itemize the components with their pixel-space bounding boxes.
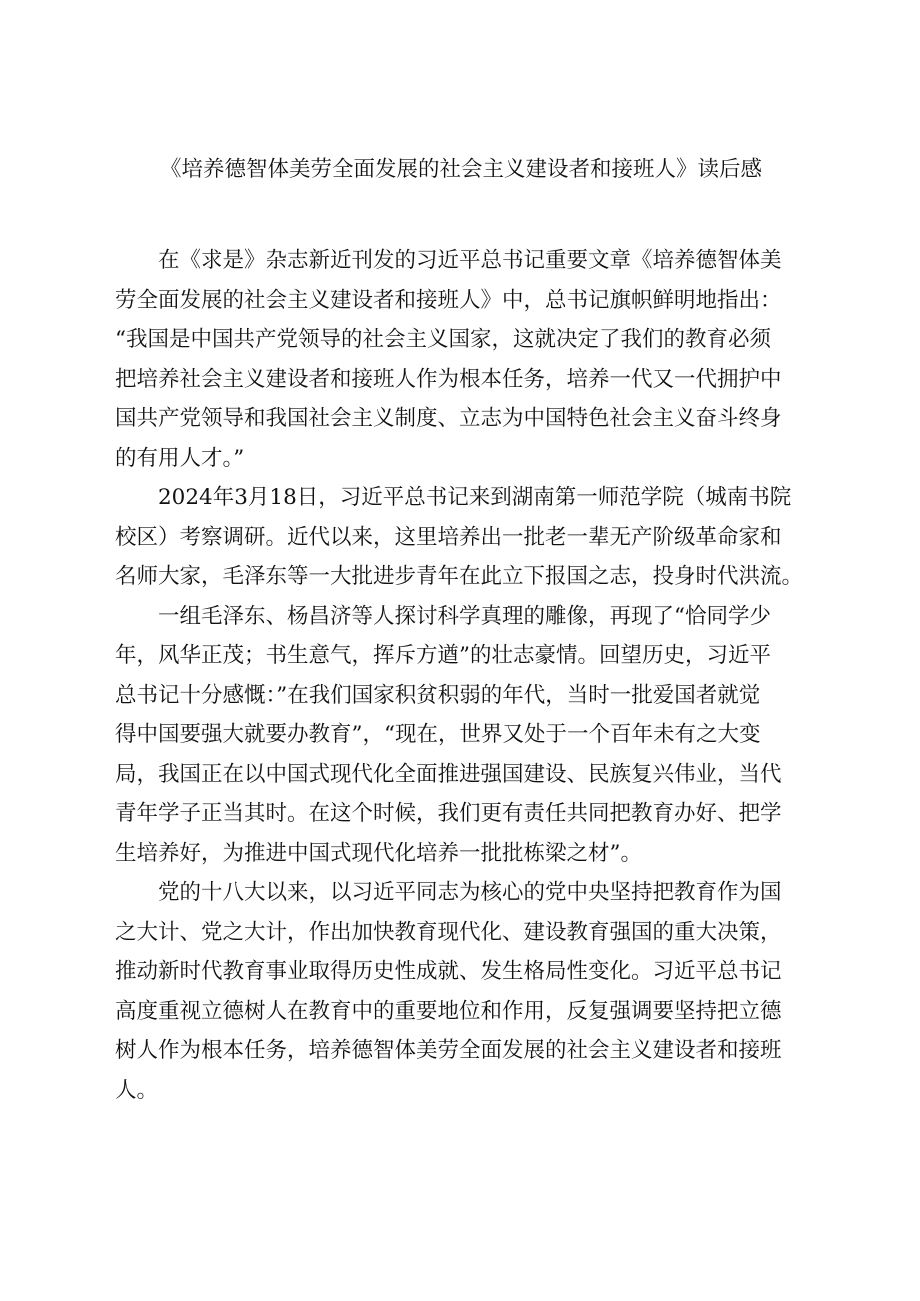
document-body <box>115 241 845 1110</box>
text-line: 国共产党领导和我国社会主义制度、立志为中国特色社会主义奋斗终身 <box>115 406 782 431</box>
paragraph-4 <box>115 873 845 1110</box>
text-line: “我国是中国共产党领导的社会主义国家，这就决定了我们的教育必须 <box>115 327 771 352</box>
document-title: 《培养德智体美劳全面发展的社会主义建设者和接班人》读后感 <box>160 157 763 182</box>
text-line: 的有用人才。” <box>115 445 245 471</box>
text-line: 把培养社会主义建设者和接班人作为根本任务，培养一代又一代拥护中 <box>115 366 782 392</box>
paragraph-3 <box>115 597 845 874</box>
text-line: 总书记十分感慨：”在我们国家积贫积弱的年代，当时一批爱国者就觉 <box>115 682 761 708</box>
paragraph-2 <box>115 478 845 597</box>
text-line: 年，风华正茂；书生意气，挥斥方遒”的壮志豪情。回望历史，习近平 <box>115 643 771 668</box>
text-line: 校区）考察调研。近代以来，这里培养出一批老一辈无产阶级革命家和 <box>115 524 782 550</box>
text-line: 名师大家，毛泽东等一大批进步青年在此立下报国之志，投身时代洪流。 <box>115 564 804 589</box>
text-line: 劳全面发展的社会主义建设者和接班人》中，总书记旗帜鲜明地指出： <box>115 287 782 313</box>
text-line: 青年学子正当其时。在这个时候，我们更有责任共同把教育办好、把学 <box>115 801 782 826</box>
text-line: 生培养好，为推进中国式现代化培养一批批栋梁之材”。 <box>115 840 642 866</box>
text-line: 推动新时代教育事业取得历史性成就、发生格局性变化。习近平总书记 <box>115 959 782 984</box>
text-line: 高度重视立德树人在教育中的重要地位和作用，反复强调要坚持把立德 <box>115 998 782 1024</box>
text-line: 得中国要强大就要办教育”，“现在，世界又处于一个百年未有之大变 <box>115 722 761 747</box>
text-line: 局，我国正在以中国式现代化全面推进强国建设、民族复兴伟业，当代 <box>115 761 782 787</box>
text-line: 2024年3月18日，习近平总书记来到湖南第一师范学院（城南书院 <box>115 485 792 510</box>
text-line: 党的十八大以来，以习近平同志为核心的党中央坚持把教育作为国 <box>115 880 782 905</box>
text-line: 在《求是》杂志新近刊发的习近平总书记重要文章《培养德智体美 <box>115 248 782 273</box>
text-line: 树人作为根本任务，培养德智体美劳全面发展的社会主义建设者和接班 <box>115 1038 782 1063</box>
text-line: 一组毛泽东、杨昌济等人探讨科学真理的雕像，再现了“恰同学少 <box>115 603 771 629</box>
text-line: 之大计、党之大计，作出加快教育现代化、建设教育强国的重大决策， <box>115 919 782 945</box>
text-line: 人。 <box>115 1077 159 1103</box>
paragraph-1 <box>115 241 845 478</box>
